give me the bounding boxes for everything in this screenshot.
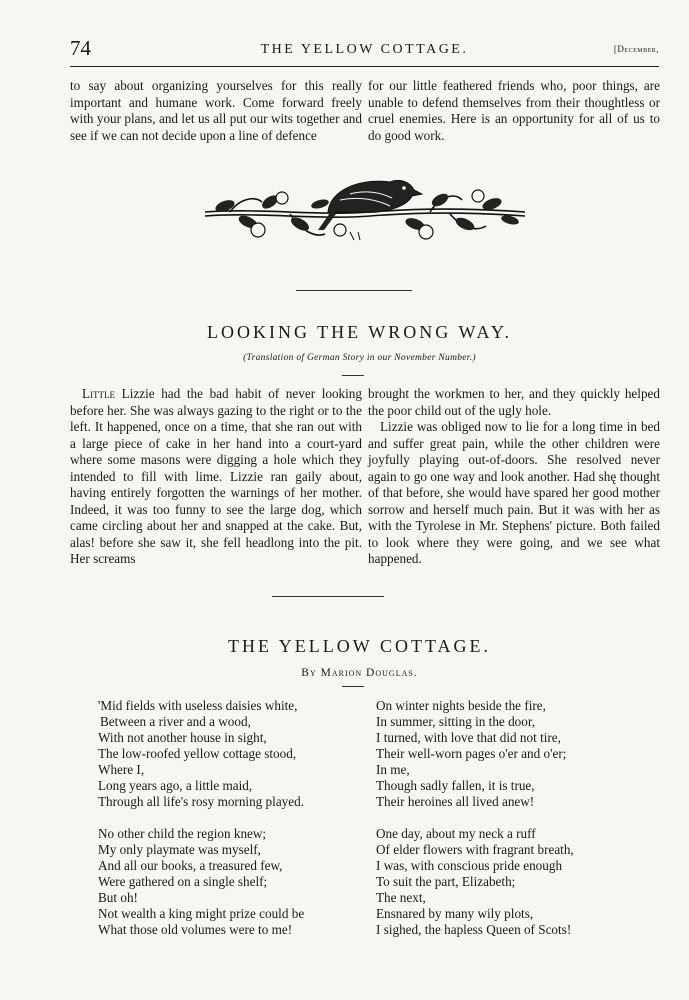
section-divider bbox=[272, 596, 384, 597]
title-rule bbox=[342, 375, 364, 376]
poem-body bbox=[98, 698, 638, 954]
story-paragraph-1-continued: brought the workmen to her, and they quickly helped the poor child out of the ugly hole. bbox=[368, 386, 660, 418]
poem-stanza-4: One day, about my neck a ruff Of elder flowers with fragrant breath, I was, with conscious pride enough To suit the part, Elizabeth; The next, Ensnared by many wily plots, I sighed, the hapless Queen of Scots! bbox=[376, 826, 574, 937]
continued-article bbox=[70, 78, 660, 144]
continued-article-left: to say about organizing yourselves for this really important and humane work. Come forward freely with your plans, and let us all put our wits together and see if we can not decide upon a line of defence bbox=[70, 78, 362, 143]
poem-title: THE YELLOW COTTAGE. bbox=[227, 636, 491, 656]
continued-article-right: for our little feathered friends who, poor things, are unable to defend themselves from their thoughtless or cruel enemies. Here is an opportunity for all of us to do good work. bbox=[368, 78, 660, 143]
issue-month: [December, bbox=[613, 44, 659, 54]
story-paragraph-1: Little Lizzie had the bad habit of never looking before her. She was always gazing to the right or to the left. It happened, once on a time, that she ran out with a large piece of cake in her hand into a court-yard where some masons were digging a hole which they intended to fill with lime. Lizzie ran gaily about, having entirely forgotten the warnings of her mother. Indeed, it was too funny to see the large dog, which came circling about her and snapped at the cake. But, alas! before she saw it, she fell headlong into the pit. Her screams bbox=[70, 386, 362, 566]
page-number: 74 bbox=[70, 36, 91, 60]
running-title: THE YELLOW COTTAGE. bbox=[260, 42, 469, 57]
poem-stanza-3: On winter nights beside the fire, In summer, sitting in the door, I turned, with love that did not tire, Their well-worn pages o'er and o'er; In me, Though sadly fallen, it is true, Their heroines all lived anew! bbox=[376, 698, 567, 809]
story-body bbox=[70, 386, 660, 568]
bird-on-branch-illustration bbox=[200, 168, 530, 254]
story-lead-word: Little bbox=[82, 386, 116, 401]
poem-stanza-2: No other child the region knew; My only playmate was myself, And all our books, a treasured few, Were gathered on a single shelf; But oh! Not wealth a king might prize could be What those old volumes were to me! bbox=[98, 826, 305, 937]
running-header bbox=[70, 36, 659, 62]
story-paragraph-2: Lizzie was obliged now to lie for a long time in bed and suffer great pain, while the other children were joyfully playing out-of-doors. She resolved never again to go one way and look another. Had shę thought of that before, she would have spared her good mother sorrow and herself much pain. But it was with her as with the Tyrolese in Mr. Stephens' picture. Both failed to look where they were going, and we see what happened. bbox=[368, 419, 660, 566]
story-title: LOOKING THE WRONG WAY. bbox=[206, 322, 512, 342]
title-rule bbox=[342, 686, 364, 687]
story-subtitle: (Translation of German Story in our November Number.) bbox=[243, 353, 476, 363]
section-divider bbox=[296, 290, 412, 291]
poem-byline: By Marion Douglas. bbox=[301, 667, 418, 679]
poem-stanza-1: 'Mid fields with useless daisies white, Between a river and a wood, With not another house in sight, The low-roofed yellow cottage stood, Where I, Long years ago, a little maid, Through all life's rosy morning played. bbox=[98, 698, 305, 809]
header-rule bbox=[70, 66, 659, 67]
